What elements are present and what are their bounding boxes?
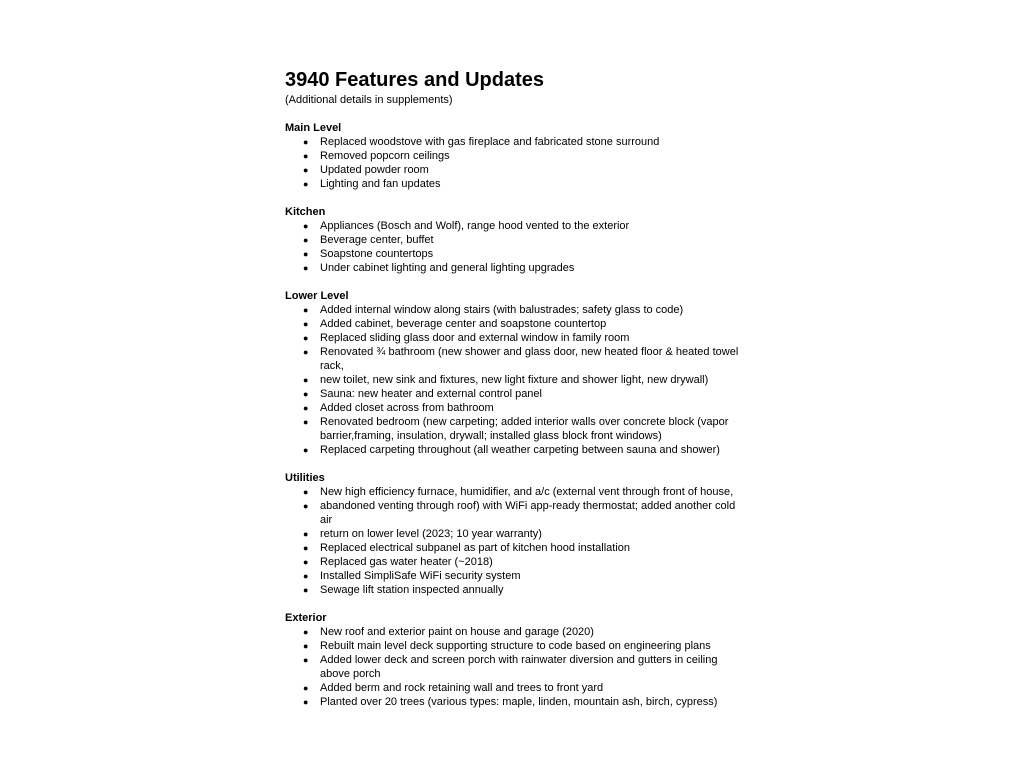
- bullet-icon: ●: [303, 487, 309, 497]
- list-item: ● Replaced electrical subpanel as part of kitchen hood installation: [303, 542, 631, 554]
- bullet-icon: ●: [303, 571, 309, 581]
- list-item: ● New high efficiency furnace, humidifier, and a/c (external vent through front of house,: [303, 486, 734, 498]
- list-item: ● Soapstone countertops: [303, 248, 434, 260]
- bullet-icon: ●: [303, 585, 309, 595]
- bullet-icon: ●: [303, 347, 309, 357]
- section-heading: Main Level: [285, 122, 342, 134]
- bullet-icon: ●: [303, 543, 309, 553]
- bullet-icon: ●: [303, 137, 309, 147]
- bullet-icon: ●: [303, 557, 309, 567]
- list-item: ● Added berm and rock retaining wall and trees to front yard: [303, 682, 604, 694]
- bullet-list: [285, 219, 745, 275]
- list-item: ● Under cabinet lighting and general lighting upgrades: [303, 262, 575, 274]
- bullet-list: [285, 625, 745, 709]
- section-lower-level: [285, 289, 745, 457]
- section-main-level: [285, 121, 745, 191]
- bullet-icon: ●: [303, 305, 309, 315]
- bullet-icon: ●: [303, 179, 309, 189]
- list-item: ● Renovated bedroom (new carpeting; added interior walls over concrete block (vapor barrier,framing, insulation, drywall; installed glass block front windows): [303, 416, 729, 442]
- list-item: ● abandoned venting through roof) with WiFi app-ready thermostat; added another cold air: [303, 500, 736, 526]
- bullet-icon: ●: [303, 235, 309, 245]
- list-item: ● New roof and exterior paint on house and garage (2020): [303, 626, 594, 638]
- section-exterior: [285, 611, 745, 709]
- list-item: ● Added closet across from bathroom: [303, 402, 494, 414]
- bullet-list: [285, 303, 745, 457]
- list-item: ● Removed popcorn ceilings: [303, 150, 450, 162]
- document-page: [285, 68, 745, 709]
- bullet-icon: ●: [303, 263, 309, 273]
- document-title: 3940 Features and Updates: [285, 69, 544, 91]
- bullet-icon: ●: [303, 389, 309, 399]
- list-item: ● Added cabinet, beverage center and soapstone countertop: [303, 318, 607, 330]
- list-item: ● new toilet, new sink and fixtures, new light fixture and shower light, new drywall): [303, 374, 709, 386]
- list-item: ● Rebuilt main level deck supporting structure to code based on engineering plans: [303, 640, 711, 652]
- list-item: ● Lighting and fan updates: [303, 178, 441, 190]
- bullet-icon: ●: [303, 249, 309, 259]
- bullet-icon: ●: [303, 641, 309, 651]
- bullet-icon: ●: [303, 417, 309, 427]
- list-item: ● Replaced carpeting throughout (all weather carpeting between sauna and shower): [303, 444, 720, 456]
- list-item: ● Sewage lift station inspected annually: [303, 584, 504, 596]
- section-heading: Utilities: [285, 472, 325, 484]
- bullet-icon: ●: [303, 151, 309, 161]
- bullet-icon: ●: [303, 683, 309, 693]
- bullet-icon: ●: [303, 165, 309, 175]
- list-item: ● Planted over 20 trees (various types: maple, linden, mountain ash, birch, cypress): [303, 696, 718, 708]
- document-subtitle: (Additional details in supplements): [285, 94, 453, 106]
- bullet-icon: ●: [303, 655, 309, 665]
- section-heading: Kitchen: [285, 206, 326, 218]
- bullet-icon: ●: [303, 375, 309, 385]
- list-item: ● Added lower deck and screen porch with rainwater diversion and gutters in ceiling above porch: [303, 654, 718, 680]
- list-item: ● Added internal window along stairs (with balustrades; safety glass to code): [303, 304, 684, 316]
- section-kitchen: [285, 205, 745, 275]
- bullet-list: [285, 485, 745, 597]
- list-item: ● Replaced sliding glass door and external window in family room: [303, 332, 630, 344]
- list-item: ● Installed SimpliSafe WiFi security system: [303, 570, 521, 582]
- section-heading: Lower Level: [285, 290, 349, 302]
- bullet-icon: ●: [303, 221, 309, 231]
- list-item: ● Beverage center, buffet: [303, 234, 434, 246]
- bullet-icon: ●: [303, 529, 309, 539]
- list-item: ● Renovated ¾ bathroom (new shower and glass door, new heated floor & heated towel rack,: [303, 346, 739, 372]
- list-item: ● return on lower level (2023; 10 year warranty): [303, 528, 542, 540]
- bullet-icon: ●: [303, 627, 309, 637]
- list-item: ● Replaced gas water heater (~2018): [303, 556, 493, 568]
- bullet-icon: ●: [303, 445, 309, 455]
- bullet-list: [285, 135, 745, 191]
- list-item: ● Appliances (Bosch and Wolf), range hood vented to the exterior: [303, 220, 630, 232]
- bullet-icon: ●: [303, 333, 309, 343]
- list-item: ● Sauna: new heater and external control panel: [303, 388, 542, 400]
- bullet-icon: ●: [303, 501, 309, 511]
- list-item: ● Replaced woodstove with gas fireplace and fabricated stone surround: [303, 136, 660, 148]
- section-utilities: [285, 471, 745, 597]
- list-item: ● Updated powder room: [303, 164, 429, 176]
- bullet-icon: ●: [303, 697, 309, 707]
- bullet-icon: ●: [303, 403, 309, 413]
- bullet-icon: ●: [303, 319, 309, 329]
- section-heading: Exterior: [285, 612, 327, 624]
